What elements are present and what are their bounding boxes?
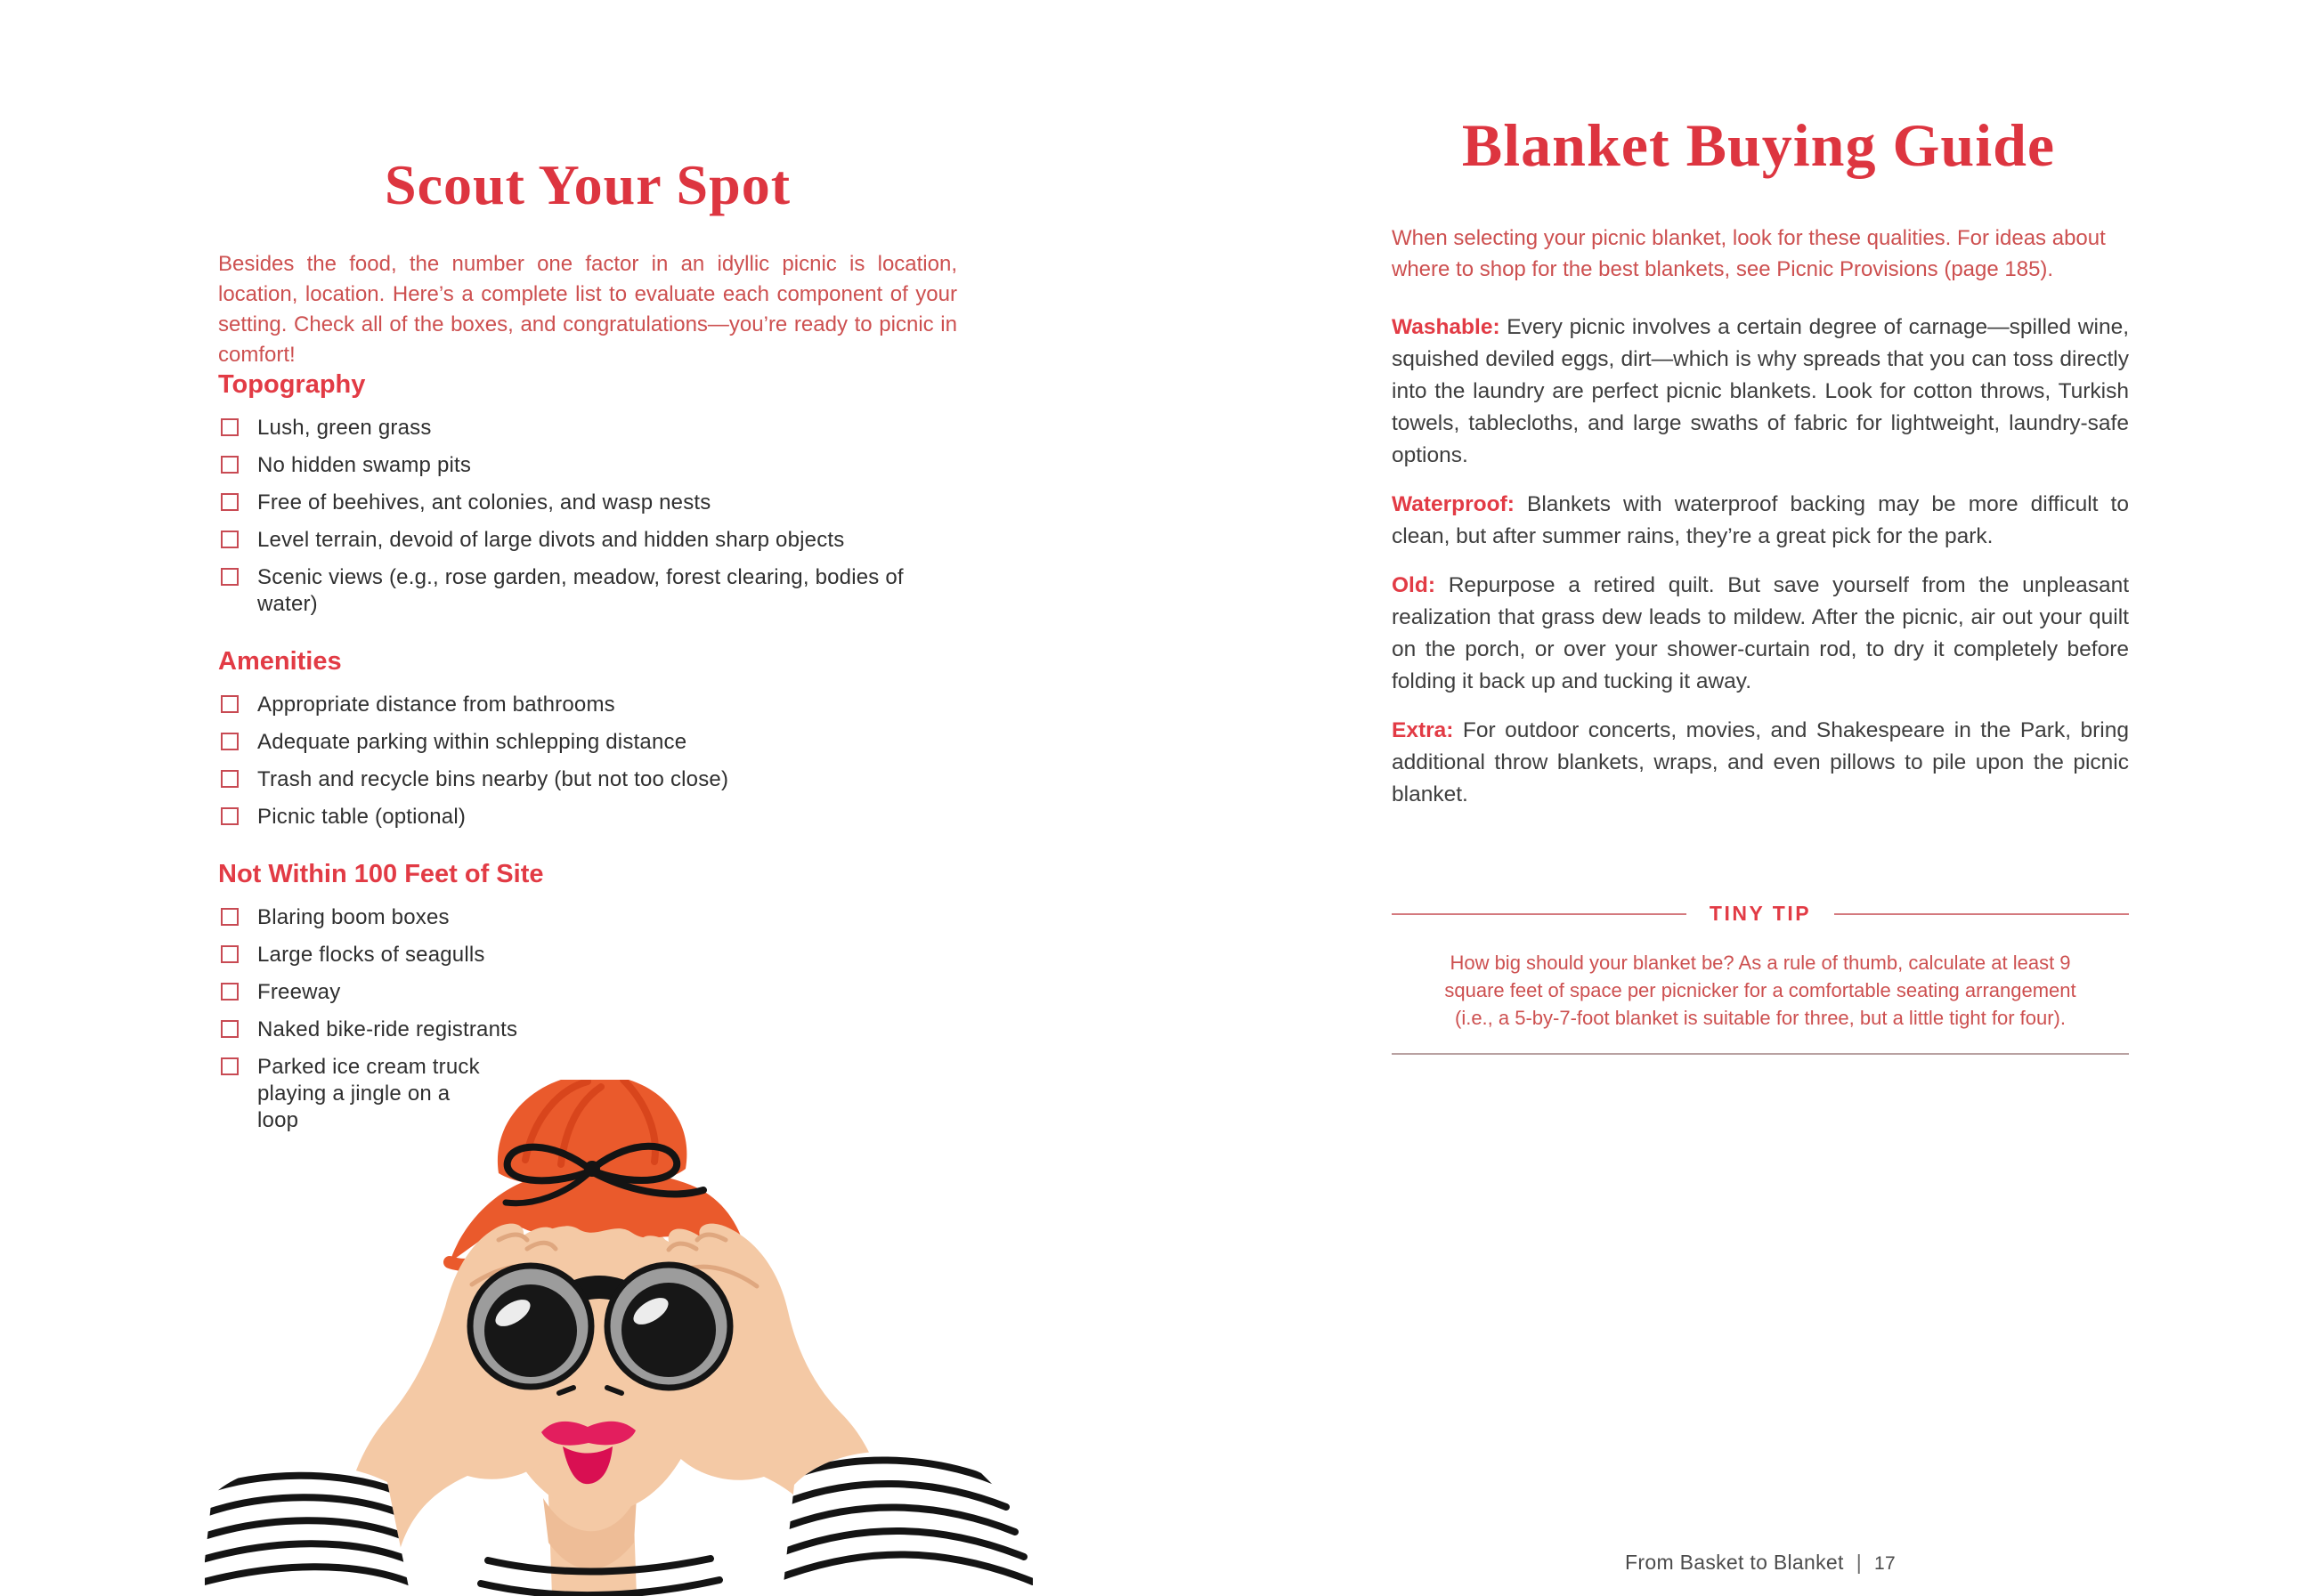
page-title-right: Blanket Buying Guide bbox=[1461, 110, 2056, 179]
blanket-paragraphs bbox=[1392, 312, 2129, 828]
checklist-item-label: Parked ice cream truck playing a jingle on a loop bbox=[257, 1055, 480, 1132]
section-topography bbox=[218, 370, 966, 618]
checklist-item-label: Trash and recycle bins nearby (but not too close) bbox=[257, 767, 729, 791]
checklist-item bbox=[218, 415, 966, 442]
tip-bottom-rule bbox=[1392, 1053, 2129, 1055]
checklist bbox=[218, 692, 966, 830]
footer-section-title: From Basket to Blanket bbox=[1625, 1551, 1844, 1574]
checklist bbox=[218, 415, 966, 618]
tiny-tip-header bbox=[1392, 902, 2129, 926]
checkbox-icon bbox=[221, 531, 239, 548]
tiny-tip-label: TINY TIP bbox=[1709, 902, 1812, 925]
page-title-left: Scout Your Spot bbox=[385, 152, 791, 216]
checkbox-icon bbox=[221, 493, 239, 511]
checklist-item-label: Large flocks of seagulls bbox=[257, 943, 485, 967]
section-heading: Amenities bbox=[218, 647, 342, 676]
checklist-item bbox=[218, 490, 966, 516]
paragraph-label: Washable: bbox=[1392, 315, 1500, 339]
paragraph-label: Extra: bbox=[1392, 718, 1454, 742]
checklist-item bbox=[218, 766, 966, 793]
checklist-item bbox=[218, 979, 966, 1006]
checklist-item bbox=[218, 527, 966, 554]
tiny-tip-text: How big should your blanket be? As a rule of thumb, calculate at least 9 square feet of space per picnicker for a comfortable seating arrangement (i.e., a 5-by-7-foot blanket is suitable for three, but a little tight for four). bbox=[1444, 952, 2076, 1029]
tip-divider-left bbox=[1392, 913, 1686, 915]
paragraph-washable bbox=[1392, 312, 2129, 472]
footer-separator: | bbox=[1856, 1551, 1862, 1574]
checkbox-icon bbox=[221, 695, 239, 713]
tip-divider-right bbox=[1834, 913, 2129, 915]
paragraph-text: Blankets with waterproof backing may be more difficult to clean, but after summer rains, they’re a great pick for the park. bbox=[1392, 492, 2129, 548]
paragraph-label: Waterproof: bbox=[1392, 492, 1515, 516]
book-page-right bbox=[1158, 0, 2315, 1596]
checklist-item-label: Scenic views (e.g., rose garden, meadow, forest clearing, bodies of water) bbox=[257, 565, 904, 616]
left-intro-paragraph: Besides the food, the number one factor in an idyllic picnic is location, location, location. Here’s a complete list to evaluate each component of your setting. Check all of the boxes, and congratulations—you’re ready to picnic in comfort! bbox=[218, 252, 957, 367]
section-heading: Topography bbox=[218, 370, 366, 399]
section-amenities bbox=[218, 647, 966, 830]
checklist-item bbox=[218, 942, 966, 968]
checklist-item bbox=[218, 729, 966, 756]
footer-page-number: 17 bbox=[1873, 1553, 1896, 1574]
checklist-item bbox=[218, 1017, 966, 1043]
checkbox-icon bbox=[221, 1057, 239, 1075]
paragraph-label: Old: bbox=[1392, 573, 1435, 597]
checkbox-icon bbox=[221, 770, 239, 788]
checklist-item bbox=[218, 804, 966, 830]
checkbox-icon bbox=[221, 908, 239, 926]
checklist-item-label: Free of beehives, ant colonies, and wasp nests bbox=[257, 490, 711, 514]
checklist-item-label: Appropriate distance from bathrooms bbox=[257, 693, 615, 717]
checkbox-icon bbox=[221, 418, 239, 436]
checklist-item-label: No hidden swamp pits bbox=[257, 453, 472, 477]
checklist-item-label: Blaring boom boxes bbox=[257, 905, 450, 929]
checkbox-icon bbox=[221, 733, 239, 750]
checklist-item bbox=[218, 452, 966, 479]
checkbox-icon bbox=[221, 945, 239, 963]
paragraph-waterproof bbox=[1392, 489, 2129, 553]
right-intro-paragraph: When selecting your picnic blanket, look for these qualities. For ideas about where to shop for the best blankets, see Picnic Provisions (page 185). bbox=[1392, 226, 2106, 281]
checklist-item-label: Picnic table (optional) bbox=[257, 805, 467, 829]
checklist-item bbox=[218, 904, 966, 931]
checklist-item-label: Adequate parking within schlepping distance bbox=[257, 730, 687, 754]
checklist-item-label: Lush, green grass bbox=[257, 416, 432, 440]
paragraph-extra bbox=[1392, 715, 2129, 811]
binoculars-woman-illustration bbox=[205, 1080, 1033, 1596]
paragraph-old bbox=[1392, 570, 2129, 698]
checklist-item-label: Freeway bbox=[257, 980, 341, 1004]
paragraph-text: For outdoor concerts, movies, and Shakespeare in the Park, bring additional throw blankets, wraps, and even pillows to pile upon the picnic blanket. bbox=[1392, 718, 2129, 806]
checklist-item bbox=[218, 564, 966, 618]
checklist-item-label: Level terrain, devoid of large divots and hidden sharp objects bbox=[257, 528, 845, 552]
checklist-sections bbox=[218, 370, 966, 1163]
checkbox-icon bbox=[221, 983, 239, 1001]
tiny-tip-box bbox=[1392, 902, 2129, 1055]
checkbox-icon bbox=[221, 1020, 239, 1038]
checklist-item-label: Naked bike-ride registrants bbox=[257, 1017, 518, 1041]
paragraph-text: Every picnic involves a certain degree of carnage—spilled wine, squished deviled eggs, dirt—which is why spreads that you can toss directly into the laundry are perfect picnic blankets. Look for cotton throws, Turkish towels, tablecloths, and large swaths of fabric for lightweight, laundry-safe options. bbox=[1392, 315, 2129, 467]
checkbox-icon bbox=[221, 456, 239, 474]
paragraph-text: Repurpose a retired quilt. But save yourself from the unpleasant realization that grass dew leads to mildew. After the picnic, air out your quilt on the porch, or over your shower-curtain rod, to dry it completely before folding it back up and tucking it away. bbox=[1392, 573, 2129, 693]
checkbox-icon bbox=[221, 568, 239, 586]
checklist-item bbox=[218, 692, 966, 718]
section-heading: Not Within 100 Feet of Site bbox=[218, 860, 544, 888]
page-footer bbox=[1392, 1551, 2129, 1575]
checkbox-icon bbox=[221, 807, 239, 825]
